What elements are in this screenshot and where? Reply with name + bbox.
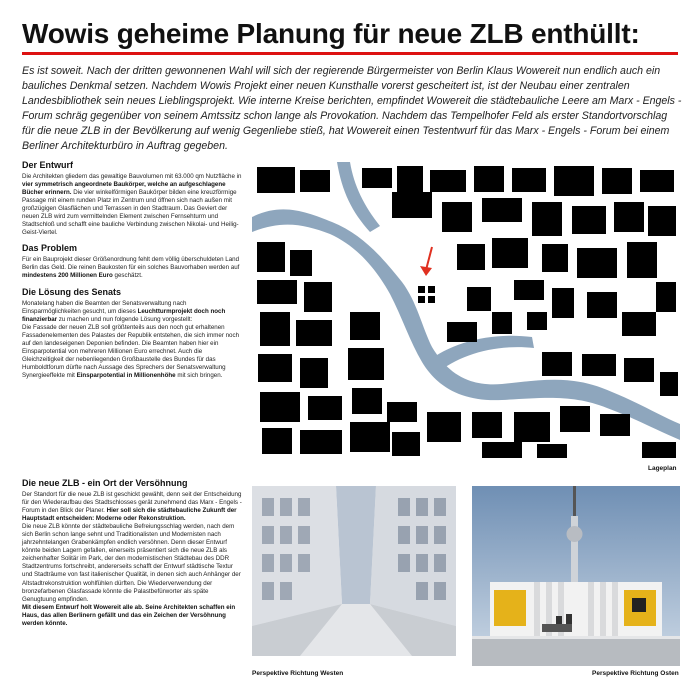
caption-osten: Perspektive Richtung Osten — [592, 670, 679, 677]
text-versoehnung-2: Die neue ZLB könnte der städtebauliche Befreiungsschlag werden, nach dem sich Berlin schon lange sehnt und Traditionalisten und Modernisten nach jahrzehntelangen Grabenkämpfen endlich versöhnen. Denn dieser Entwurf könnte beiden Lagern gefallen, einerseits präsentiert sich die neue ZLB als zeichenhafter Solitär im Park, der den modernistischen Städtebau des DDR Stadtzentrums fortschreibt, andererseits schafft der Entwurf städtische Textur und Stadträume von fast italienischer Qualität, in denen sich auch Anhänger der Altstadtrekonstruktion wohlfühlen dürften. Die Wiederverwendung der bronzefarbenen Glasfassade könnte die Palastbefürworter als späte Genugtuung empfinden. — [22, 523, 241, 603]
text-loesung-1: Monatelang haben die Beamten der Senatsverwaltung nach Einsparmöglichkeiten gesucht, um dieses Leuchtturmprojekt doch noch finanzierbar zu machen und nun folgende Lösung vorgestellt: — [22, 299, 226, 323]
text-versoehnung-3: Mit diesem Entwurf holt Wowereit alle ab. Seine Architekten schaffen ein Haus, das allen Berlinern gefällt und das ein Zeichen der Versöhnung werden könnte. — [22, 603, 236, 627]
section-versoehnung — [22, 478, 244, 628]
left-column — [22, 160, 244, 386]
perspective-east-image — [472, 486, 680, 666]
caption-lageplan: Lageplan — [648, 465, 677, 472]
heading-loesung: Die Lösung des Senats — [22, 286, 122, 297]
intro-paragraph: Es ist soweit. Nach der dritten gewonnenen Wahl will sich der regierende Bürgermeister von Berlin Klaus Wowereit nun endlich auch ein bauliches Denkmal setzen. Nachdem Wowis Projekt einer neuen Kunsthalle vorerst gescheitert ist, ist der Neubau einer zentralen Landesbibliothek sein neues Lieblingsprojekt. Wie interne Kreise berichten, empfindet Wowereit die städtebauliche Leere am Marx - Engels - Forum schräg gegenüber von seinem Amtssitz schon lange als Provokation. Nachdem das Tempelhofer Feld als erster Standortvorschlag für die neue ZLB in der Bevölkerung auf wenig Gegenliebe stieß, hat Wowereit einen Testentwurf für das Marx - Engels - Forum bei einem Berliner Architekturbüro in Auftrag gegeben. — [22, 65, 682, 152]
text-problem: Für ein Bauprojekt dieser Größenordnung fehlt dem völlig überschuldeten Land Berlin das Geld. Die reinen Baukosten für ein solches Bauvorhaben werden auf mindestens 200 Millionen Euro geschätzt. — [22, 256, 240, 280]
text-entwurf: Die Architekten gliedern das gewaltige Bauvolumen mit 63.000 qm Nutzfläche in vier symmetrisch angeordnete Baukörper, welche an aufgeschlagene Bücher erinnern. Die vier winkelförmigen Baukörper bilden eine kreuzförmige Passage mit einem runden Platz im Zentrum und öffnen sich nach außen mit großzügigen Glasflächen und Terrassen in den Stadtraum. Das Geviert der neuen ZLB wird zum vermittelnden Element zwischen Fernsehturm und Stadtschloß und schafft eine bauliche Verbindung zwischen Nikolai- und Heilig-Geist-Viertel. — [22, 173, 242, 237]
heading-entwurf: Der Entwurf — [22, 160, 74, 170]
perspective-west-image — [252, 486, 456, 656]
page-title: Wowis geheime Planung für neue ZLB enthüllt: — [22, 18, 640, 49]
heading-versoehnung: Die neue ZLB - ein Ort der Versöhnung — [22, 478, 188, 488]
text-versoehnung-1: Der Standort für die neue ZLB ist geschickt gewählt, denn seit der Entscheidung für den Wiederaufbau des Stadtschlosses gerät zunehmend das Marx - Engels - Forum in den Blick der Planer. Hier soll sich die städtebauliche Zukunft der Hauptstadt entscheiden: Moderne oder Rekonstruktion. — [22, 491, 242, 523]
title-underline — [22, 52, 678, 55]
caption-westen: Perspektive Richtung Westen — [252, 670, 344, 677]
heading-problem: Das Problem — [22, 243, 78, 254]
site-plan-map — [252, 162, 680, 460]
text-loesung-2: Die Fassade der neuen ZLB soll größtenteils aus den noch gut erhaltenen Fassadenelementen des Palastes der Republik entstehen, die sich immer noch auf den landeseigenen Deponien befinden. Die Beamten haben hier ein Einsparpotential von mehreren Millionen Euro errechnet. Auch die Gleichzeitigkeit der nebenliegenden Großbaustelle des Bundes für das Humboldtforum dürfte nach Aussage des Sprechers der Senatsverwaltung Synergieeffekte mit Einsparpotential in Millionenhöhe mit sich bringen. — [22, 323, 240, 379]
